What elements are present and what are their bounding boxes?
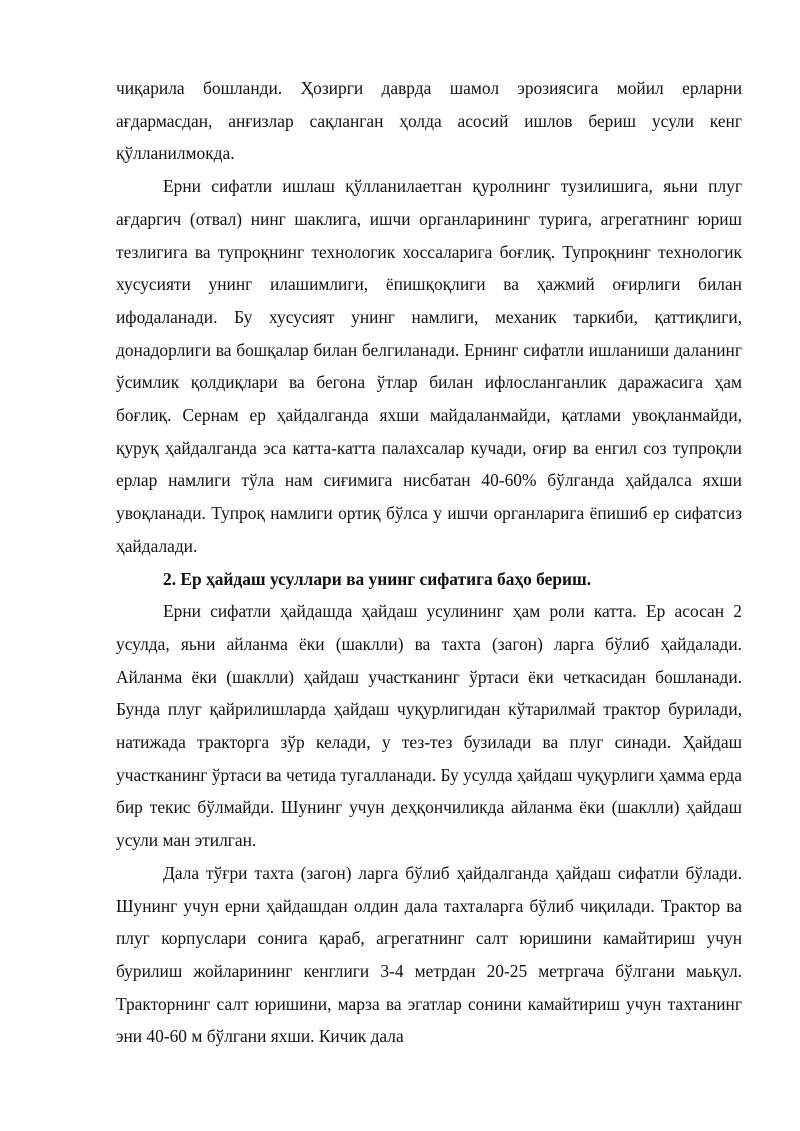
paragraph-continuation: чиқарила бошланди. Ҳозирги даврда шамол эрозиясига мойил ерларни ағдармасдан, анғизлар сақланган ҳолда асосий ишлов бериш усули кенг қўлланилмокда. [116,78,742,164]
paragraph-plowing-methods: Ерни сифатли ҳайдашда ҳайдаш усулининг ҳам роли катта. Ер асосан 2 усулда, яьни айланма ёки (шаклли) ва тахта (загон) ларга бўлиб ҳайдалади. Айланма ёки (шаклли) ҳайдаш участканинг ўртаси ёки четкасидан бошланади. Бунда плуг қайрилишларда ҳайдаш чуқурлигидан кўтарилмай трактор бурилади, натижада тракторга зўр келади, у тез-тез бузилади ва плуг синади. Ҳайдаш участканинг ўртаси ва четида тугалланади. Бу усулда ҳайдаш чуқурлиги ҳамма ерда бир текис бўлмайди. Шунинг учун деҳқончиликда айланма ёки (шаклли) ҳайдаш усули ман этилган. [116,601,742,851]
section-heading: 2. Ер ҳайдаш усуллари ва унинг сифатига баҳо бериш. [163,568,592,589]
paragraph-soil-quality: Ерни сифатли ишлаш қўлланилаетган қуролнинг тузилишига, яьни плуг ағдаргич (отвал) нинг шаклига, ишчи органларининг турига, агрегатнинг юриш тезлигига ва тупроқнинг технологик хоссаларига боғлиқ. Тупроқнинг технологик хусусияти унинг илашимлиги, ёпишқоқлиги ва ҳажмий оғирлиги билан ифодаланади. Бу хусусият унинг намлиги, механик таркиби, қаттиқлиги, донадорлиги ва бошқалар билан белгиланади. Ернинг сифатли ишланиши даланинг ўсимлик қолдиқлари ва бегона ўтлар билан ифлосланганлик даражасига ҳам боғлиқ. Сернам ер ҳайдалганда яхши майдаланмайди, қатлами увоқланмайди, қуруқ ҳайдалганда эса катта-катта палахсалар кучади, оғир ва енгил соз тупроқли ерлар намлиги тўла нам сиғимига нисбатан 40-60% бўлганда ҳайдалса яхши увоқланади. Тупроқ намлиги ортиқ бўлса у ишчи органларига ёпишиб ер сифатсиз ҳайдалади. [116,176,742,556]
document-page [116,72,742,1053]
paragraph-field-division: Дала тўғри тахта (загон) ларга бўлиб ҳайдалганда ҳайдаш сифатли бўлади. Шунинг учун ерни ҳайдашдан олдин дала тахталарга бўлиб чиқилади. Трактор ва плуг корпуслари сонига қараб, агрегатнинг салт юришини камайтириш учун бурилиш жойларининг кенглиги 3-4 метрдан 20-25 метргача бўлгани маьқул. Тракторнинг салт юришини, марза ва эгатлар сонини камайтириш учун тахтанинг эни 40-60 м бўлгани яхши. Кичик дала [116,862,742,1047]
